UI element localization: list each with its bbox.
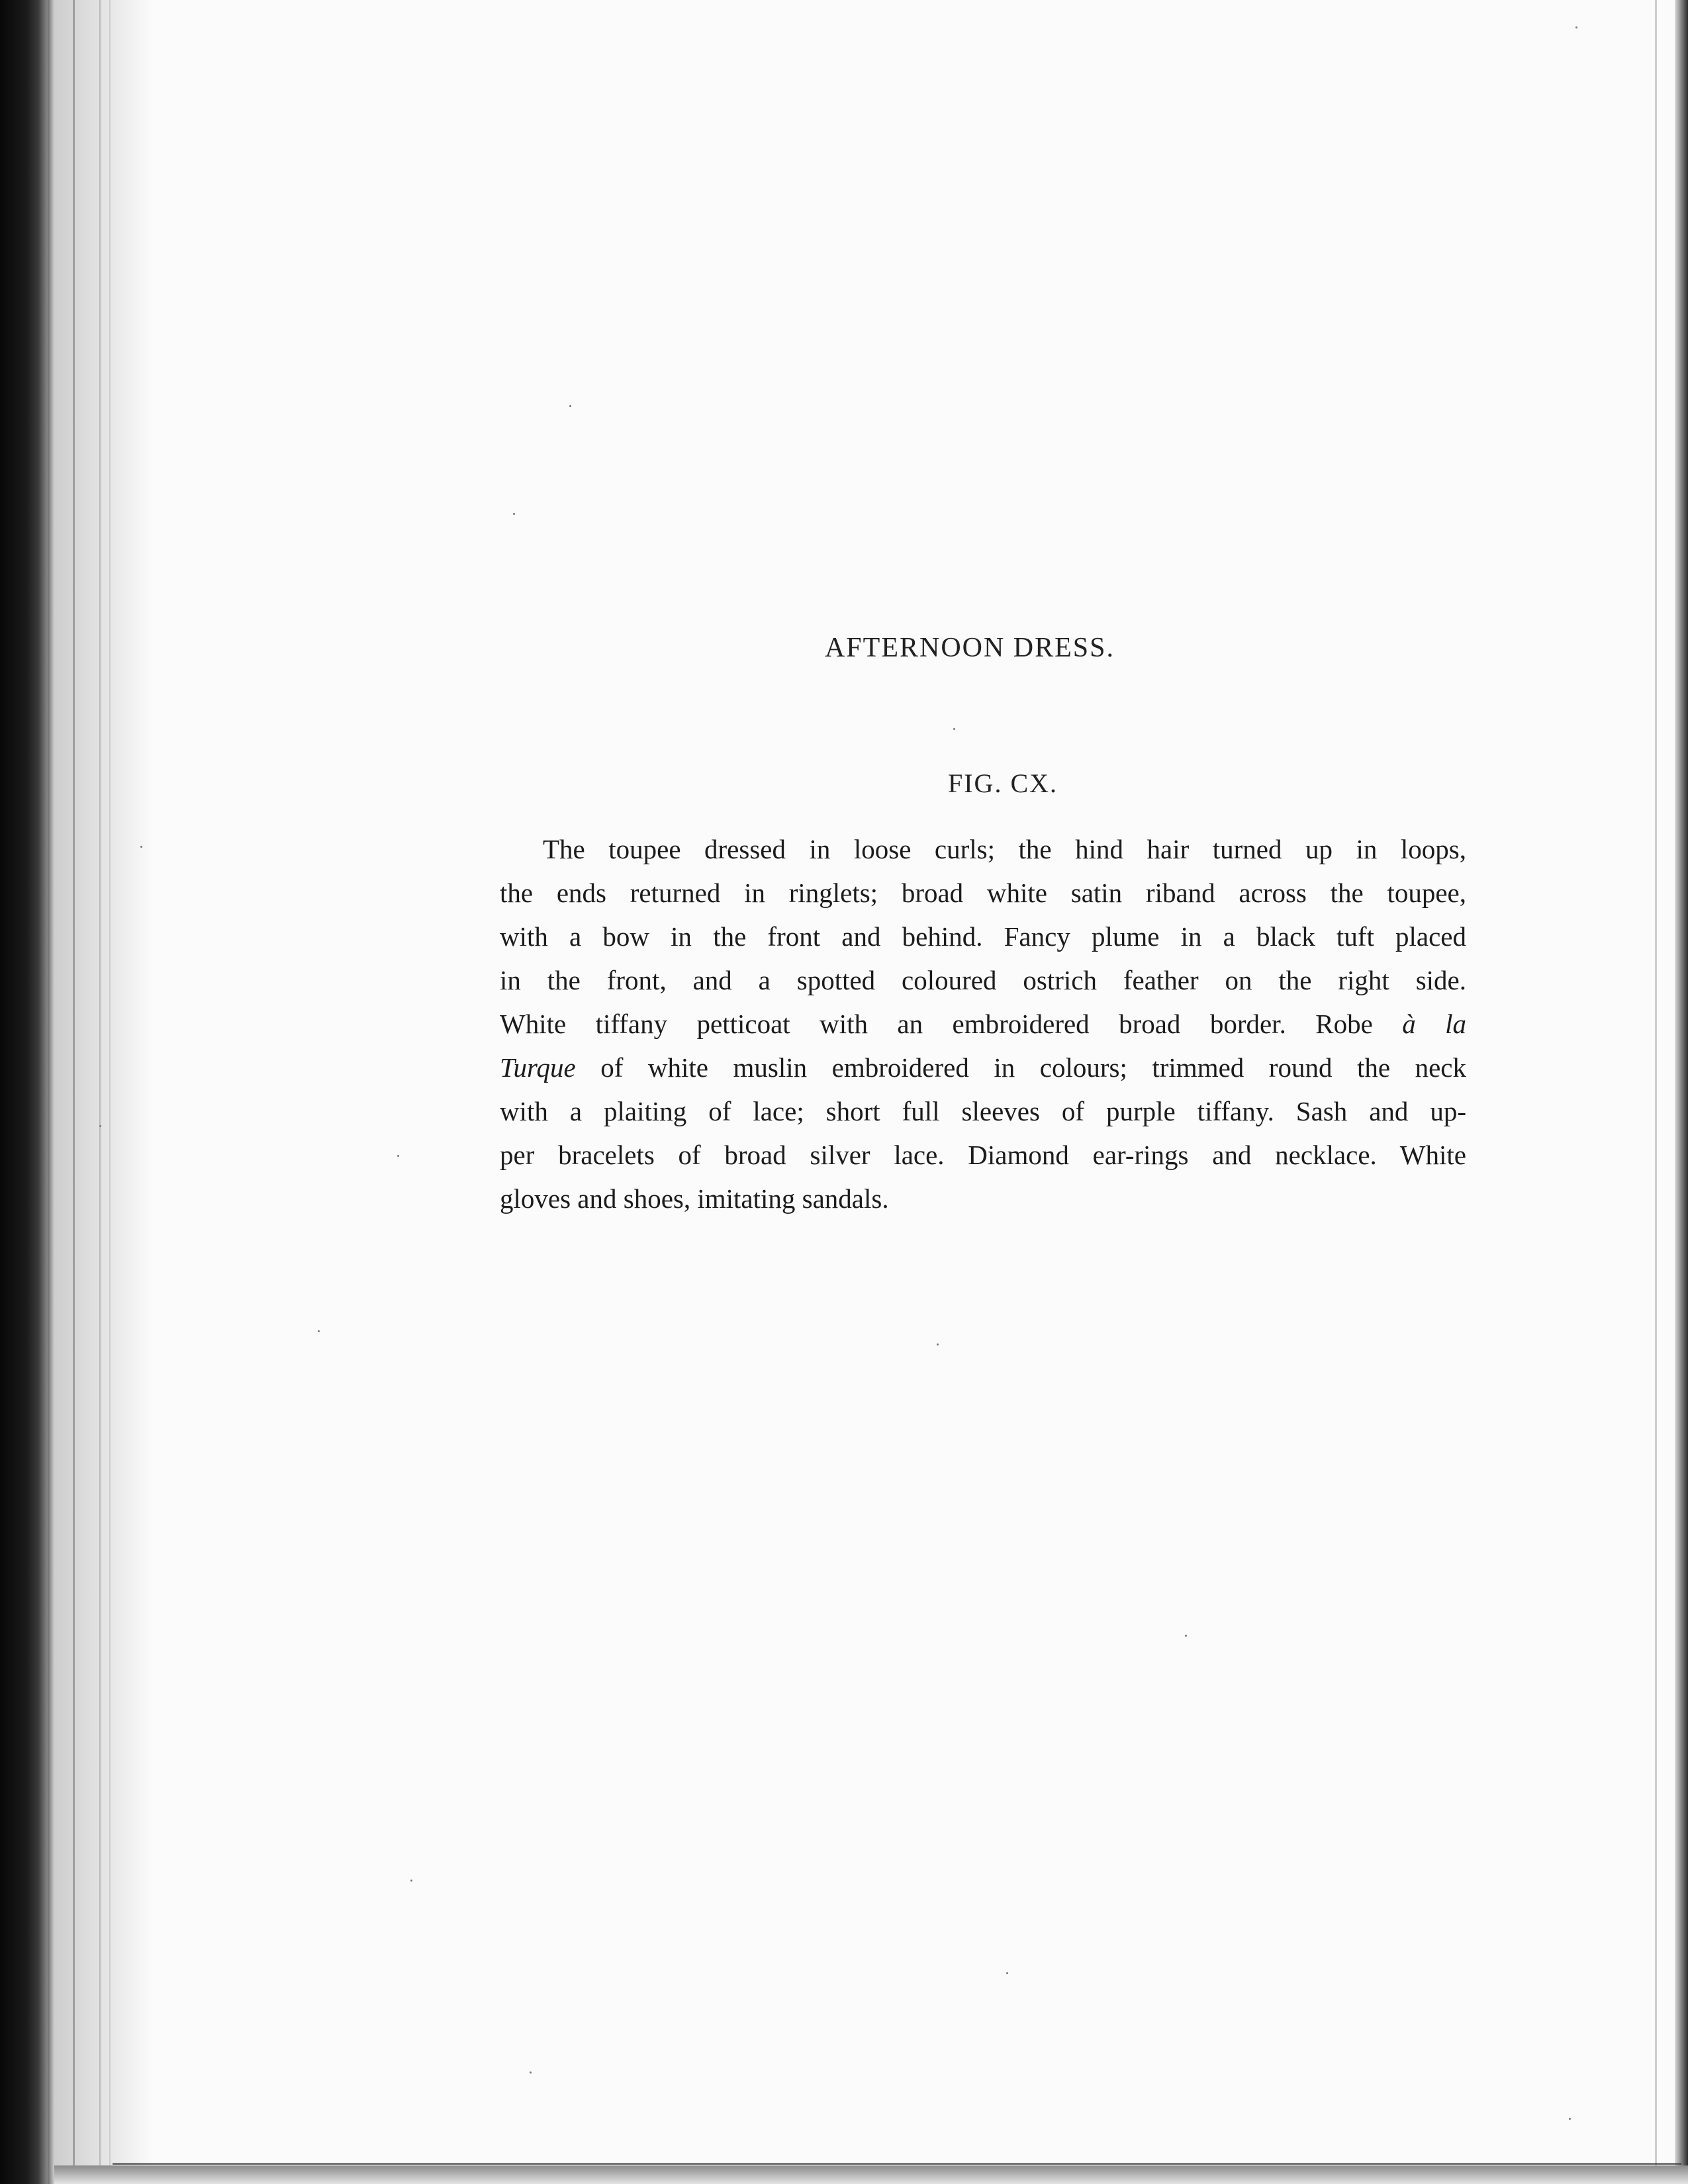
- page-edge-shadow-bottom: [54, 2165, 1688, 2184]
- description-line: The toupee dressed in loose curls; the hind hair turned up in loops,: [543, 834, 1466, 864]
- description-text: of white muslin embroidered in colours; trimmed round the neck: [575, 1052, 1466, 1083]
- page-title: AFTERNOON DRESS.: [824, 633, 1115, 663]
- description-line: with a plaiting of lace; short full sleeves of purple tiffany. Sash and up-: [500, 1096, 1466, 1126]
- gutter-rule: [99, 0, 101, 2184]
- page-edge-shadow-right: [1675, 0, 1688, 2184]
- description-line: with a bow in the front and behind. Fancy plume in a black tuft placed: [500, 921, 1466, 952]
- description-text: White tiffany petticoat with an embroidered broad border. Robe: [500, 1009, 1403, 1039]
- italic-phrase: Turque: [500, 1052, 576, 1083]
- figure-description: [500, 827, 1466, 1220]
- description-line: [500, 1046, 1466, 1089]
- page-edge-rule-right: [1655, 0, 1657, 2184]
- figure-label: FIG. CX.: [947, 768, 1058, 798]
- description-line: per bracelets of broad silver lace. Diamond ear-rings and necklace. White: [500, 1140, 1466, 1170]
- page-edge-rule-bottom: [113, 2163, 1681, 2165]
- description-line: gloves and shoes, imitating sandals.: [500, 1183, 889, 1214]
- binding-shadow-left: [0, 0, 48, 2184]
- description-line: the ends returned in ringlets; broad white satin riband across the toupee,: [500, 878, 1466, 908]
- page-edge-left: [48, 0, 54, 2184]
- description-line: in the front, and a spotted coloured ostrich feather on the right side.: [500, 965, 1466, 995]
- description-line: [500, 1002, 1466, 1046]
- italic-phrase: à la: [1402, 1009, 1466, 1039]
- gutter-tint: [54, 0, 154, 2184]
- gutter-rule: [73, 0, 75, 2184]
- gutter-rule: [109, 0, 111, 2184]
